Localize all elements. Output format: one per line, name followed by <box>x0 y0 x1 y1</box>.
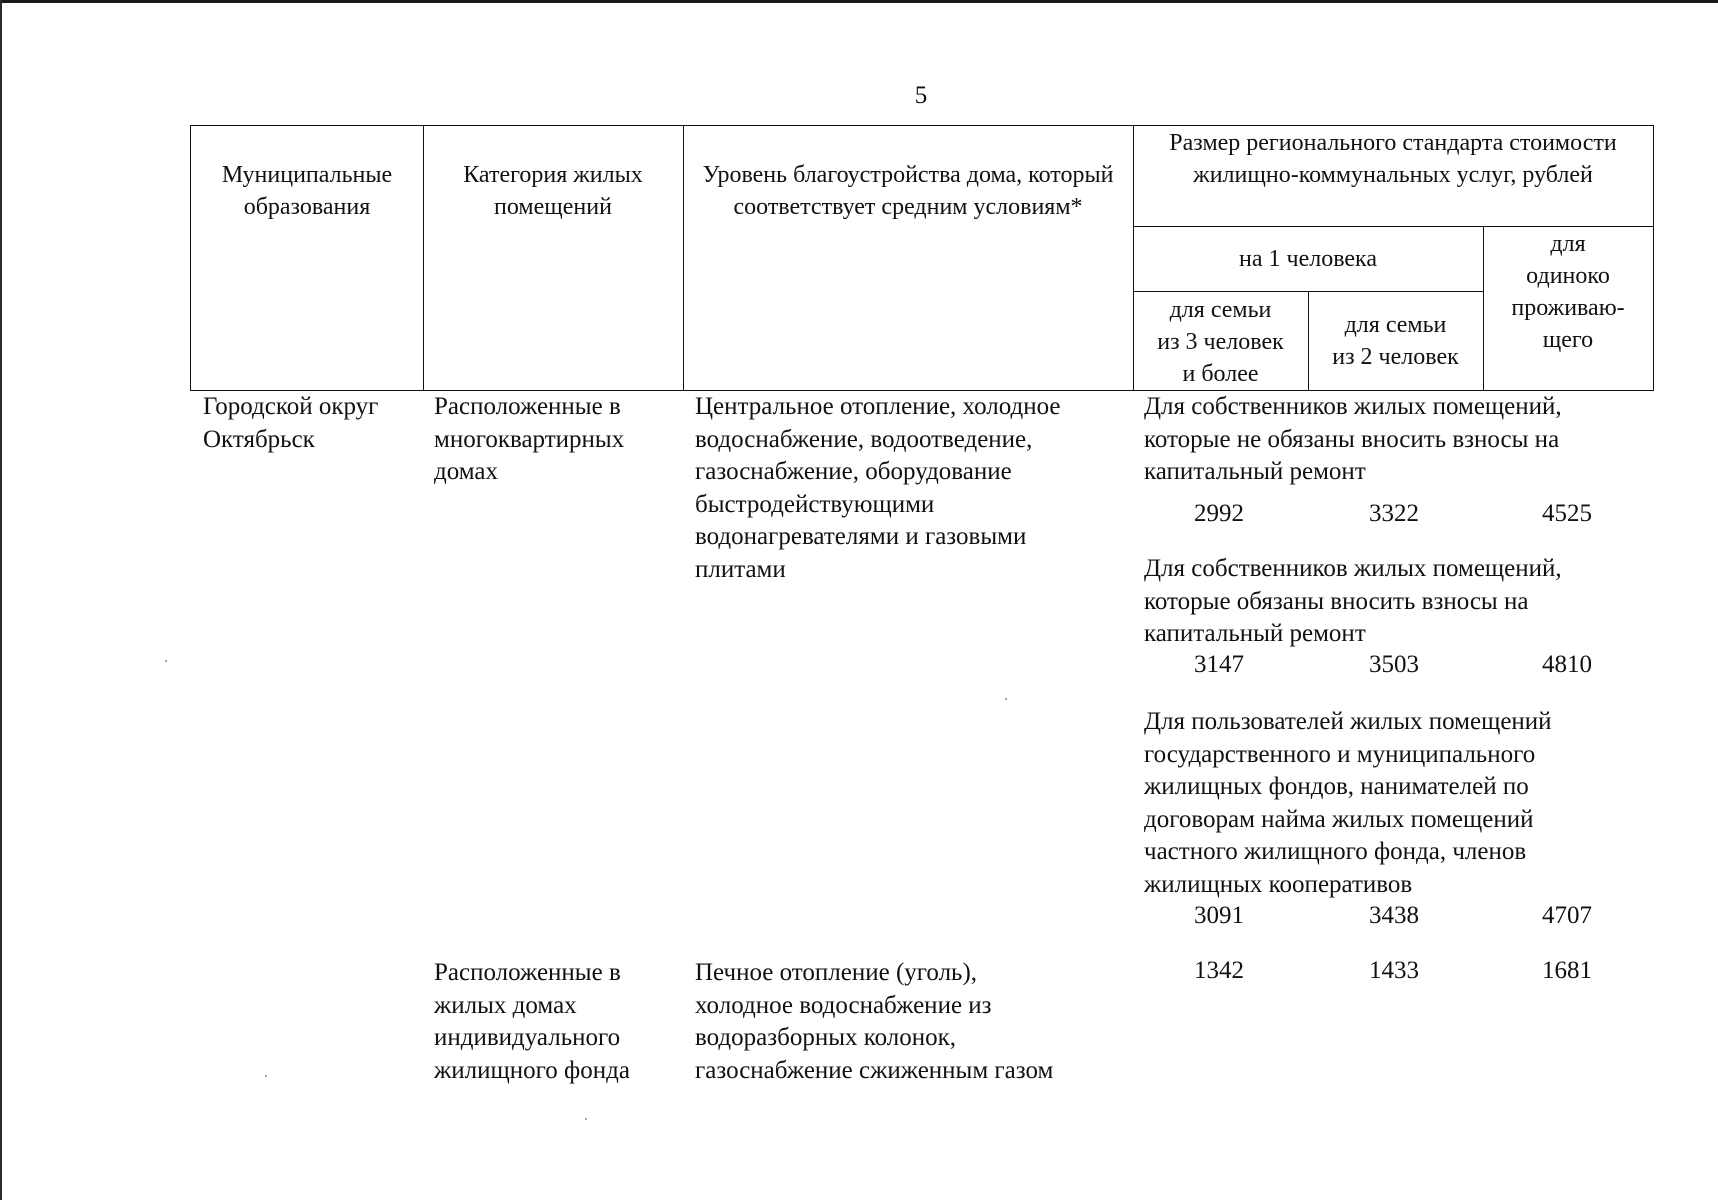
table-header <box>190 125 1654 391</box>
scan-speck <box>585 1118 587 1120</box>
value-family-2: 1433 <box>1369 957 1419 984</box>
scan-edge-left <box>0 0 2 1200</box>
row-divider <box>1133 226 1653 227</box>
group-label-not-obliged: Для собственников жилых помещений, которые не обязаны вносить взносы на капитальный ремонт <box>1144 393 1562 485</box>
value-family-3: 3091 <box>1194 902 1244 929</box>
scan-speck <box>265 1075 267 1077</box>
value-single: 4525 <box>1542 500 1592 527</box>
header-family-3: для семьи из 3 человек и более <box>1157 297 1284 387</box>
header-family-2: для семьи из 2 человек <box>1332 312 1459 370</box>
category-cell: Расположенные в многоквартирных домах <box>434 393 625 485</box>
header-standard-size: Размер регионального стандарта стоимости жилищно-коммунальных услуг, рублей <box>1169 130 1617 188</box>
scan-edge-top <box>0 0 1718 3</box>
header-single-resident: для одиноко проживаю- щего <box>1511 231 1625 353</box>
group-label-obliged: Для собственников жилых помещений, которые обязаны вносить взносы на капитальный ремонт <box>1144 555 1562 647</box>
value-family-2: 3322 <box>1369 500 1419 527</box>
value-family-3: 3147 <box>1194 651 1244 678</box>
group-label-users: Для пользователей жилых помещений государственного и муниципального жилищных фондов, нанимателей по договорам найма жилых помещений частного жилищного фонда, членов жилищных кооперативов <box>1144 708 1552 898</box>
value-family-3: 1342 <box>1194 957 1244 984</box>
header-category: Категория жилых помещений <box>463 162 643 220</box>
header-comfort-level: Уровень благоустройства дома, который соответствует средним условиям* <box>702 162 1114 220</box>
comfort-level-cell: Центральное отопление, холодное водоснабжение, водоотведение, газоснабжение, оборудование быстродействующими водонагревателями и газовыми плитами <box>695 393 1061 583</box>
value-family-2: 3438 <box>1369 902 1419 929</box>
category-cell: Расположенные в жилых домах индивидуального жилищного фонда <box>434 959 630 1084</box>
value-single: 4707 <box>1542 902 1592 929</box>
value-single: 4810 <box>1542 651 1592 678</box>
page-number: 5 <box>914 82 928 109</box>
header-municipality: Муниципальные образования <box>221 162 393 220</box>
scan-speck <box>1005 698 1007 700</box>
municipality-cell: Городской округ Октябрьск <box>203 393 379 453</box>
value-family-2: 3503 <box>1369 651 1419 678</box>
value-family-3: 2992 <box>1194 500 1244 527</box>
scan-speck <box>165 660 167 662</box>
value-single: 1681 <box>1542 957 1592 984</box>
comfort-level-cell: Печное отопление (уголь), холодное водоснабжение из водоразборных колонок, газоснабжение сжиженным газом <box>695 959 1054 1084</box>
header-per-person: на 1 человека <box>1239 246 1377 272</box>
